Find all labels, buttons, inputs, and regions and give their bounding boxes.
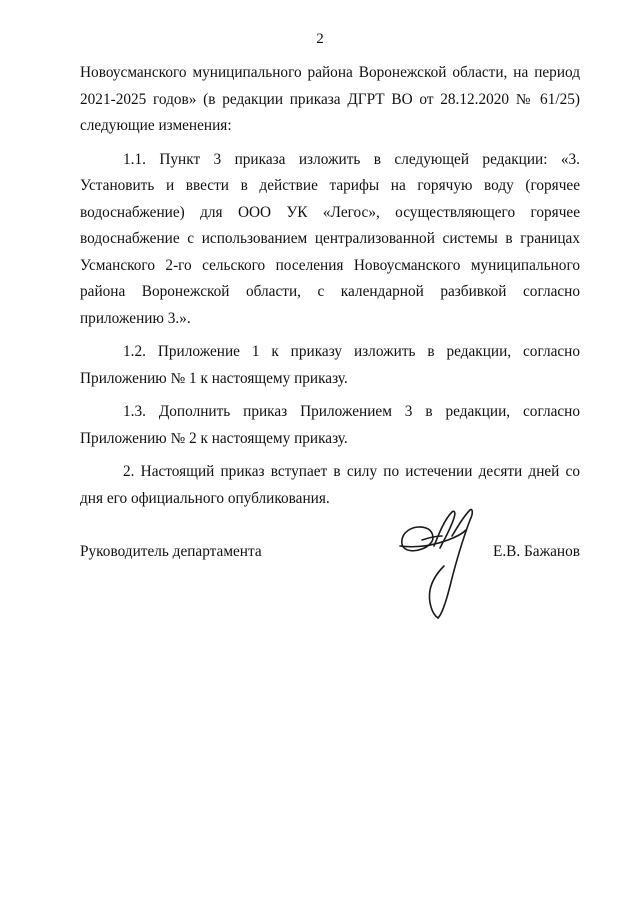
document-body bbox=[80, 60, 580, 519]
signer-name: Е.В. Бажанов bbox=[492, 543, 580, 560]
handwritten-signature-icon bbox=[392, 506, 482, 621]
signature-block bbox=[80, 542, 580, 572]
paragraph-1-1: 1.1. Пункт 3 приказа изложить в следующей редакции: «3. Установить и ввести в действие тарифы на горячую воду (горячее водоснабжение) для ООО УК «Легос», осуществляющего горячее водоснабжение с использованием централизованной системы в границах Усманского 2-го сельского поселения Новоусманского муниципального района Воронежской области, с календарной разбивкой согласно приложению 3.». bbox=[80, 150, 580, 327]
page-number: 2 bbox=[316, 31, 324, 47]
paragraph-1-3: 1.3. Дополнить приказ Приложением 3 в редакции, согласно Приложению № 2 к настоящему приказу. bbox=[80, 403, 580, 447]
paragraph-2: 2. Настоящий приказ вступает в силу по истечении десяти дней со дня его официального опубликования. bbox=[80, 463, 580, 507]
paragraph-intro-continuation: Новоусманского муниципального района Воронежской области, на период 2021-2025 годов» (в редакции приказа ДГРТ ВО от 28.12.2020 № 61/25) следующие изменения: bbox=[80, 64, 580, 134]
signer-title: Руководитель департамента bbox=[80, 543, 262, 560]
paragraph-1-2: 1.2. Приложение 1 к приказу изложить в редакции, согласно Приложению № 1 к настоящему приказу. bbox=[80, 343, 580, 387]
